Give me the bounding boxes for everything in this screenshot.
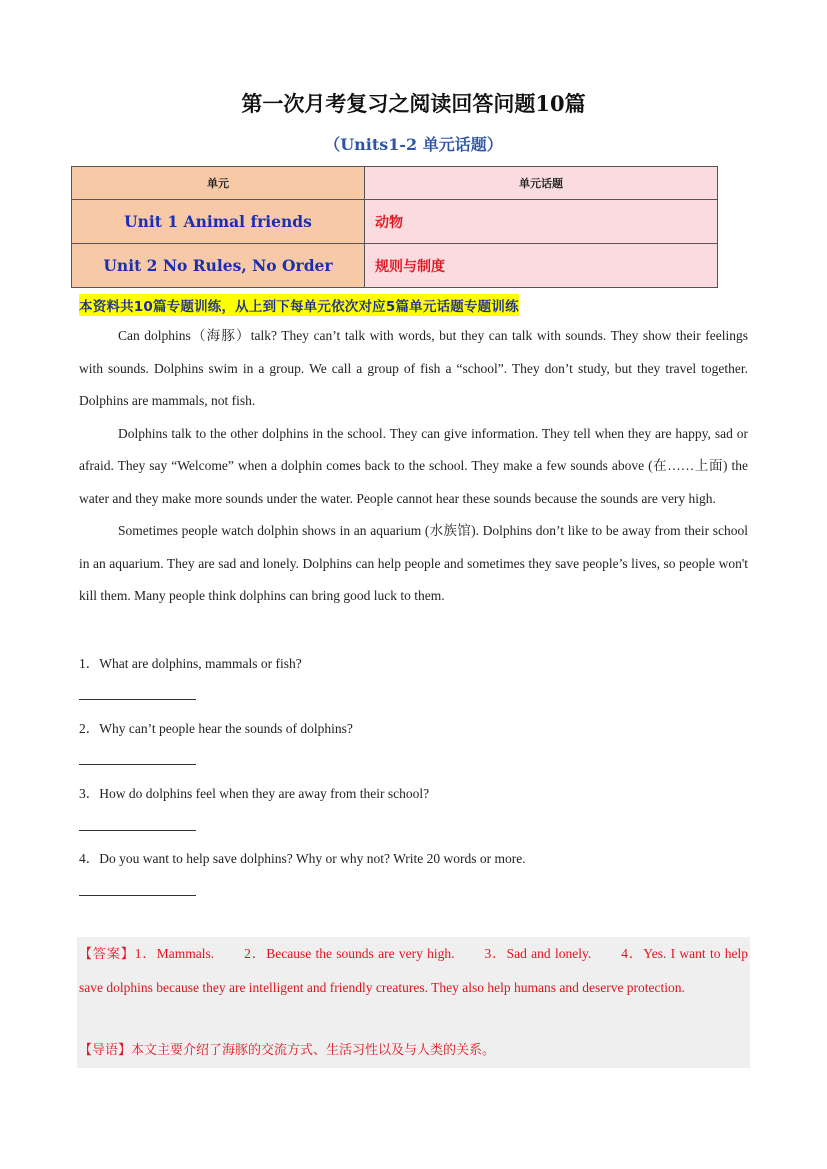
table-cell-topic [365,200,718,244]
question-1: 1．What are dolphins, mammals or fish? [79,656,302,671]
passage-paragraph: Dolphins talk to the other dolphins in the school. They can give information. They tell when they are happy, sad or afraid. They say “Welcome” when a dolphin comes back to the school. They make a few sounds above (在……上面) the water and they make more sounds under the water. People cannot hear these sounds because the sounds are very high. [79,425,748,506]
passage-paragraph: Can dolphins（海豚）talk? They can’t talk with words, but they can talk with sounds. They show their feelings with sounds. Dolphins swim in a group. We call a group of fish a “school”. They don’t study, but they travel together. Dolphins are mammals, not fish. [79,328,748,408]
question-3: 3．How do dolphins feel when they are away from their school? [79,786,430,801]
guide-section [79,1037,748,1065]
answer-blank-2[interactable] [79,764,196,765]
answer-blank-3[interactable] [79,830,196,831]
answer-item: 4．Yes. I want to help save dolphins because they are intelligent and friendly creatures. They also help humans and deserve protection. [79,946,748,995]
passage-paragraph: Sometimes people watch dolphin shows in an aquarium (水族馆). Dolphins don’t like to be away from their school in an aquarium. They are sad and lonely. Dolphins can help people and sometimes they save people’s lives, so people won't kill them. Many people think dolphins can bring good luck to them. [79,523,748,603]
guide-tag: 【导语】 [79,1043,132,1058]
table-row [72,200,718,244]
topic-name: 规则与制度 [375,258,445,275]
answer-blank-1[interactable] [79,699,196,700]
topic-name: 动物 [375,214,403,231]
answer-item: 2．Because the sounds are very high. [244,946,455,961]
table-header-unit: 单元 [72,167,365,200]
table-header-row [72,167,718,200]
table-cell-unit [72,200,365,244]
answer-item: 1．Mammals. [134,946,215,961]
answer-section [79,938,748,1004]
table-cell-unit [72,244,365,288]
unit-name: Unit 2 No Rules, No Order [103,255,333,275]
page-title: 第一次月考复习之阅读回答问题10篇 [241,91,586,116]
table-row [72,244,718,288]
answer-tag: 【答案】 [79,947,135,962]
table-cell-topic [365,244,718,288]
unit-name: Unit 1 Animal friends [124,211,312,231]
unit-topic-table [71,166,718,288]
table-header-topic: 单元话题 [365,167,718,200]
question-2: 2．Why can’t people hear the sounds of dolphins? [79,721,353,736]
page-subtitle: （Units1-2 单元话题） [324,135,503,154]
guide-body: 本文主要介绍了海豚的交流方式、生活习性以及与人类的关系。 [131,1043,496,1058]
answer-item: 3．Sad and lonely. [484,946,592,961]
highlighted-note: 本资料共10篇专题训练，从上到下每单元依次对应5篇单元话题专题训练 [79,294,519,316]
question-4: 4．Do you want to help save dolphins? Why or why not? Write 20 words or more. [79,851,526,866]
answer-blank-4[interactable] [79,895,196,896]
reading-passage [79,320,748,613]
